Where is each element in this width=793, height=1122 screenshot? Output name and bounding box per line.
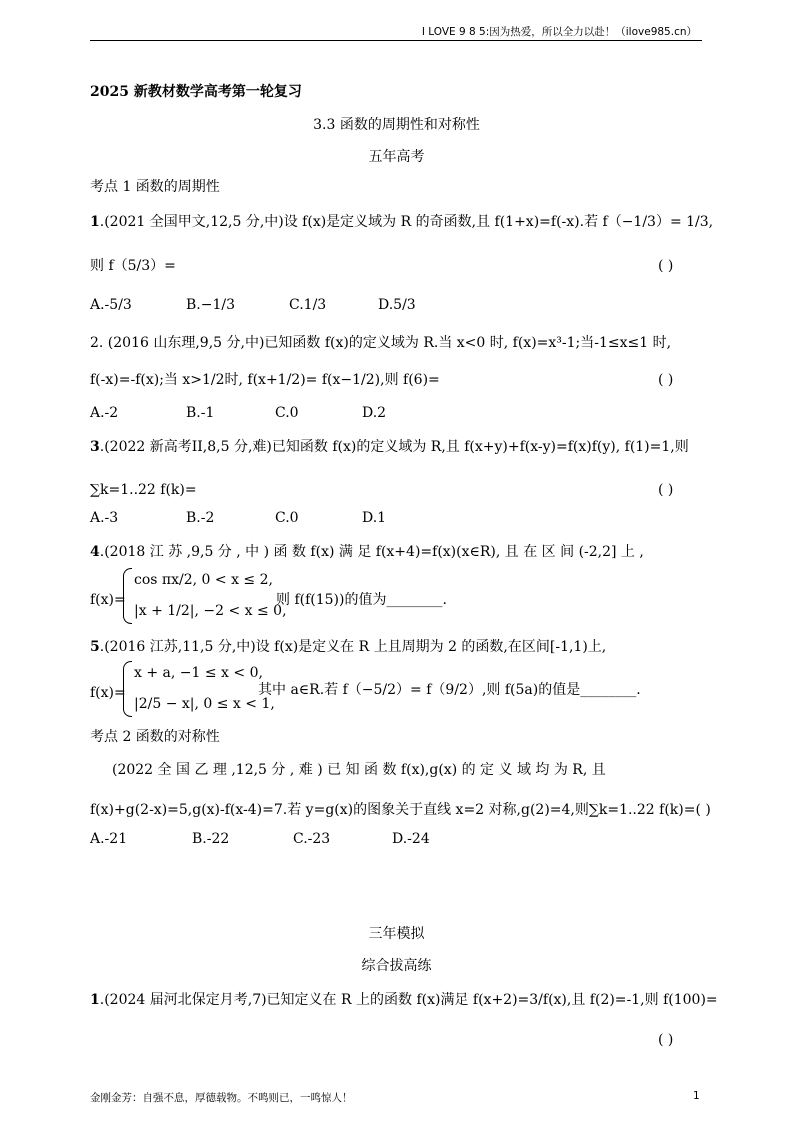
q7-line1: 1.(2024 届河北保定月考,7)已知定义在 R 上的函数 f(x)满足 f(x+2)=3/f(x),且 f(2)=-1,则 f(100)=	[90, 992, 718, 1008]
q5-brace	[123, 661, 132, 717]
q4-brace	[123, 568, 132, 624]
q2-option-c: C.0	[275, 405, 299, 421]
q1-option-b: B.−1/3	[186, 297, 235, 313]
q6-option-c: C.-23	[293, 831, 331, 847]
q2-option-d: D.2	[362, 405, 387, 421]
part-subheading: 综合拔高练	[361, 958, 432, 974]
q1-line2: 则 f（5/3）=	[90, 258, 176, 274]
q6-option-d: D.-24	[392, 831, 430, 847]
kp2-heading: 考点 2 函数的对称性	[90, 729, 220, 745]
q3-answer-bracket: ( )	[658, 482, 674, 498]
q3-line1: 3.(2022 新高考II,8,5 分,难)已知函数 f(x)的定义域为 R,且 f(x+y)+f(x-y)=f(x)f(y), f(1)=1,则	[90, 439, 689, 455]
header-text: I LOVE 9 8 5:因为热爱，所以全力以赴！（ilove985.cn）	[421, 26, 697, 38]
q2-answer-bracket: ( )	[658, 372, 674, 388]
part-heading-three-years: 三年模拟	[368, 926, 425, 942]
q4-piece2: |x + 1/2|, −2 < x ≤ 0,	[134, 603, 287, 619]
q6-option-a: A.-21	[90, 831, 128, 847]
q3-line2: ∑k=1..22 f(k)=	[90, 482, 197, 498]
q5-line1: 5.(2016 江苏,11,5 分,中)设 f(x)是定义在 R 上且周期为 2 的函数,在区间[-1,1)上,	[90, 639, 607, 655]
q7-answer-bracket: ( )	[658, 1032, 674, 1048]
q2-option-a: A.-2	[90, 405, 119, 421]
q5-piece1: x + a, −1 ≤ x < 0,	[134, 665, 263, 681]
q1-option-c: C.1/3	[289, 297, 327, 313]
q2-option-b: B.-1	[186, 405, 215, 421]
q4-fx-label: f(x)=	[90, 592, 126, 608]
q6-line2: f(x)+g(2-x)=5,g(x)-f(x-4)=7.若 y=g(x)的图象关于直线 x=2 对称,g(2)=4,则∑k=1..22 f(k)=( )	[90, 802, 711, 818]
kp1-heading: 考点 1 函数的周期性	[90, 179, 220, 195]
q4-tail: 则 f(f(15))的值为________.	[276, 592, 447, 608]
q2-line2: f(-x)=-f(x);当 x>1/2时, f(x+1/2)= f(x−1/2),则 f(6)=	[90, 372, 440, 388]
q3-option-d: D.1	[362, 510, 387, 526]
q5-tail: 其中 a∈R.若 f（−5/2）= f（9/2）,则 f(5a)的值是________.	[258, 682, 641, 698]
q6-line1: (2022 全 国 乙 理 ,12,5 分 , 难 ) 已 知 函 数 f(x),g(x) 的 定 义 域 均 为 R, 且	[112, 762, 606, 778]
part-heading-five-years: 五年高考	[368, 149, 425, 165]
q1-answer-bracket: ( )	[658, 258, 674, 274]
page-number: 1	[693, 1090, 700, 1102]
q2-line1: 2. (2016 山东理,9,5 分,中)已知函数 f(x)的定义域为 R.当 x<0 时, f(x)=x³-1;当-1≤x≤1 时,	[90, 335, 672, 351]
q5-piece2: |2/5 − x|, 0 ≤ x < 1,	[134, 696, 275, 712]
q1-option-a: A.-5/3	[90, 297, 132, 313]
section-title: 3.3 函数的周期性和对称性	[313, 117, 480, 133]
q3-option-a: A.-3	[90, 510, 119, 526]
q1-option-d: D.5/3	[378, 297, 416, 313]
q4-piece1: cos πx/2, 0 < x ≤ 2,	[134, 572, 273, 588]
header-rule	[90, 40, 702, 41]
q3-option-b: B.-2	[186, 510, 215, 526]
q5-fx-label: f(x)=	[90, 685, 126, 701]
q1-line1: 1.(2021 全国甲文,12,5 分,中)设 f(x)是定义域为 R 的奇函数,且 f(1+x)=f(-x).若 f（−1/3）= 1/3,	[90, 214, 714, 230]
q6-option-b: B.-22	[192, 831, 230, 847]
doc-title: 2025 新教材数学高考第一轮复习	[90, 84, 302, 100]
footer-motto: 金刚金芳：自强不息，厚德载物。不鸣则已，一鸣惊人！	[90, 1092, 353, 1104]
q4-line1: 4.(2018 江 苏 ,9,5 分 , 中 ) 函 数 f(x) 满 足 f(x+4)=f(x)(x∈R), 且 在 区 间 (-2,2] 上 ,	[90, 544, 644, 560]
q3-option-c: C.0	[275, 510, 299, 526]
